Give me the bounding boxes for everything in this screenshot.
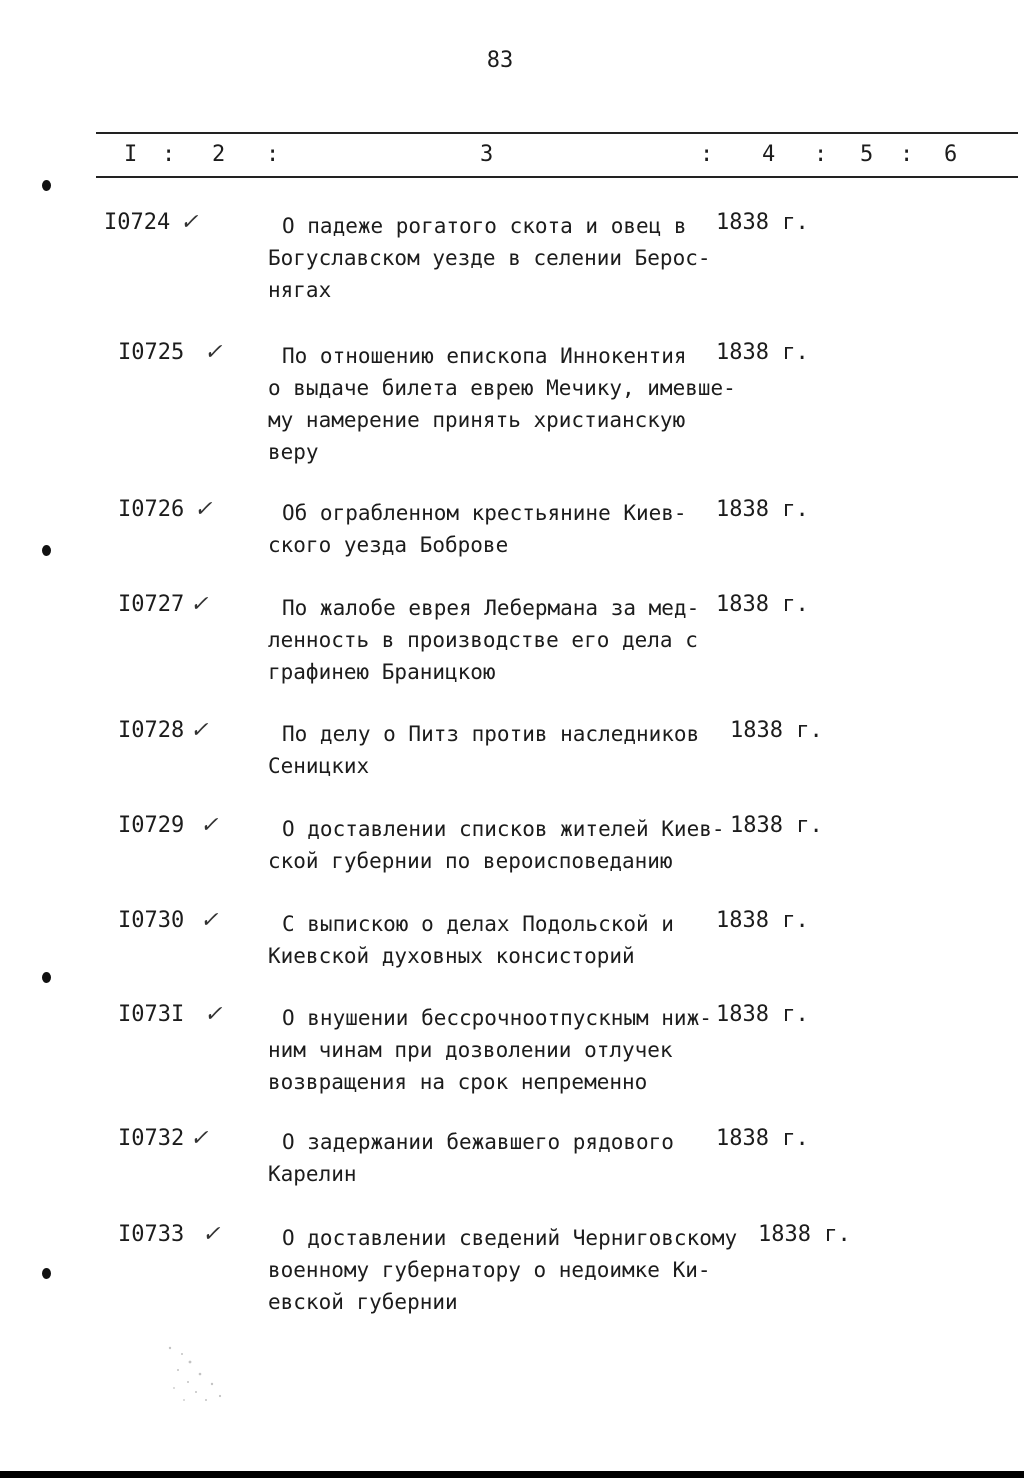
file-description [268, 592, 738, 688]
col-separator: : [700, 142, 714, 167]
description-line: о выдаче билета еврею Мечику, имевше- [268, 376, 736, 400]
description-line: Сеницких [268, 754, 370, 778]
hole-punch-mark [42, 972, 51, 983]
col-separator: : [162, 142, 176, 167]
file-description [268, 1002, 738, 1098]
description-line: Карелин [268, 1162, 357, 1186]
file-description [268, 1222, 738, 1318]
file-description [268, 340, 738, 468]
file-description [268, 718, 738, 782]
check-mark-icon: ✓ [180, 210, 199, 235]
file-number: I0732 [118, 1126, 185, 1151]
check-mark-icon: ✓ [204, 340, 223, 365]
description-line: евской губернии [268, 1290, 458, 1314]
file-year: 1838 г. [716, 908, 809, 933]
description-line: му намерение принять христианскую [268, 408, 686, 432]
description-line: графинею Браницкою [268, 660, 496, 684]
file-year: 1838 г. [758, 1222, 851, 1247]
col-header-1: I [124, 142, 138, 167]
file-number: I0724 [104, 210, 171, 235]
file-description [268, 908, 738, 972]
file-year: 1838 г. [716, 340, 809, 365]
description-line: военному губернатору о недоимке Ки- [268, 1258, 711, 1282]
description-line: ского уезда Боброве [268, 533, 509, 557]
file-number: I0730 [118, 908, 185, 933]
col-header-3: 3 [480, 142, 494, 167]
col-header-4: 4 [762, 142, 776, 167]
file-year: 1838 г. [716, 210, 809, 235]
col-separator: : [266, 142, 280, 167]
check-mark-icon: ✓ [190, 1126, 209, 1151]
file-number: I0733 [118, 1222, 185, 1247]
description-line: По отношению епископа Иннокентия [282, 344, 687, 368]
file-number: I0727 [118, 592, 185, 617]
check-mark-icon: ✓ [202, 1222, 221, 1247]
file-description [268, 497, 738, 561]
hole-punch-mark [42, 1268, 51, 1279]
description-line: ской губернии по вероисповеданию [268, 849, 673, 873]
file-year: 1838 г. [730, 813, 823, 838]
file-year: 1838 г. [716, 1002, 809, 1027]
col-separator: : [814, 142, 828, 167]
description-line: О задержании бежавшего рядового [282, 1130, 674, 1154]
check-mark-icon: ✓ [200, 908, 219, 933]
file-year: 1838 г. [716, 592, 809, 617]
hole-punch-mark [42, 180, 51, 191]
file-number: I0729 [118, 813, 185, 838]
scan-border [0, 1471, 1024, 1478]
check-mark-icon: ✓ [200, 813, 219, 838]
description-line: По делу о Питз против наследников [282, 722, 700, 746]
description-line: возвращения на срок непременно [268, 1070, 648, 1094]
description-line: С выпискою о делах Подольской и [282, 912, 674, 936]
description-line: веру [268, 440, 319, 464]
description-line: О доставлении списков жителей Киев- [282, 817, 725, 841]
file-number: I0726 [118, 497, 185, 522]
description-line: О внушении бессрочноотпускным ниж- [282, 1006, 712, 1030]
file-description [268, 813, 738, 877]
description-line: О доставлении сведений Черниговскому [282, 1226, 738, 1250]
check-mark-icon: ✓ [190, 718, 209, 743]
description-line: Об ограбленном крестьянине Киев- [282, 501, 687, 525]
description-line: Богуславском уезде в селении Берос- [268, 246, 711, 270]
check-mark-icon: ✓ [190, 592, 209, 617]
description-line: По жалобе еврея Лебермана за мед- [282, 596, 700, 620]
check-mark-icon: ✓ [194, 497, 213, 522]
file-description [268, 210, 738, 306]
description-line: О падеже рогатого скота и овец в [282, 214, 687, 238]
file-description [268, 1126, 738, 1190]
hole-punch-mark [42, 545, 51, 556]
col-header-2: 2 [212, 142, 226, 167]
file-number: I073I [118, 1002, 185, 1027]
file-number: I0728 [118, 718, 185, 743]
file-year: 1838 г. [730, 718, 823, 743]
file-number: I0725 [118, 340, 185, 365]
col-header-5: 5 [860, 142, 874, 167]
file-year: 1838 г. [716, 1126, 809, 1151]
table-header [0, 140, 1024, 170]
col-header-6: 6 [944, 142, 958, 167]
file-year: 1838 г. [716, 497, 809, 522]
description-line: Киевской духовных консисторий [268, 944, 635, 968]
table-header-top-rule [96, 132, 1018, 134]
description-line: ним чинам при дозволении отлучек [268, 1038, 673, 1062]
description-line: ленность в производстве его дела с [268, 628, 698, 652]
page-number: 83 [486, 48, 514, 73]
col-separator: : [900, 142, 914, 167]
ink-smudge [160, 1340, 240, 1410]
description-line: нягах [268, 278, 332, 302]
table-header-bottom-rule [96, 176, 1018, 178]
check-mark-icon: ✓ [204, 1002, 223, 1027]
